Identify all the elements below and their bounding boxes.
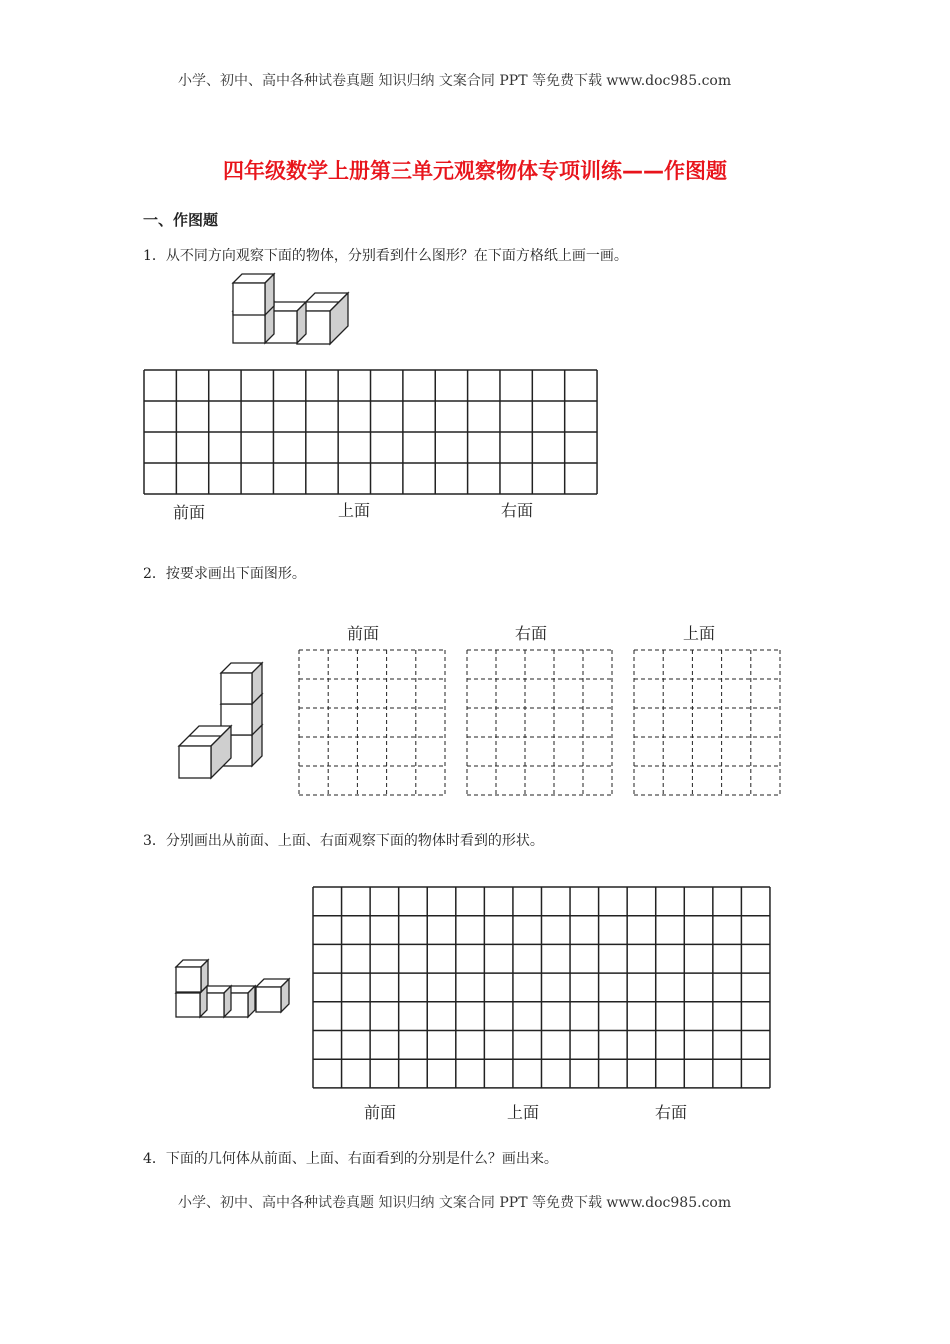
- cube-front-face: [233, 311, 265, 343]
- label-top: 上面: [683, 624, 716, 643]
- label-top: 上面: [338, 501, 371, 520]
- question-1: 1．从不同方向观察下面的物体，分别看到什么图形？在下面方格纸上画一画。: [143, 248, 628, 264]
- cube-front-face: [176, 993, 200, 1017]
- cube-front-face: [233, 283, 265, 315]
- label-front: 前面: [347, 624, 380, 643]
- page-title: 四年级数学上册第三单元观察物体专项训练——作图题: [223, 159, 727, 183]
- question-4: 4．下面的几何体从前面、上面、右面看到的分别是什么？画出来。: [143, 1151, 558, 1167]
- page-header: 小学、初中、高中各种试卷真题 知识归纳 文案合同 PPT 等免费下载 www.doc985.com: [178, 73, 732, 89]
- label-right: 右面: [655, 1103, 688, 1122]
- label-front: 前面: [173, 503, 206, 522]
- label-right: 右面: [501, 501, 534, 520]
- label-front: 前面: [364, 1103, 397, 1122]
- section-heading: 一、作图题: [143, 211, 219, 229]
- question-2: 2．按要求画出下面图形。: [143, 566, 306, 582]
- label-top: 上面: [507, 1103, 540, 1122]
- cube-front-face: [179, 746, 211, 778]
- question-3: 3．分别画出从前面、上面、右面观察下面的物体时看到的形状。: [143, 833, 544, 849]
- label-right: 右面: [515, 624, 548, 643]
- page-footer: 小学、初中、高中各种试卷真题 知识归纳 文案合同 PPT 等免费下载 www.doc985.com: [178, 1195, 732, 1211]
- cube-front-face: [176, 967, 201, 992]
- cube-front-face: [256, 987, 281, 1012]
- cube-front-face: [221, 673, 252, 704]
